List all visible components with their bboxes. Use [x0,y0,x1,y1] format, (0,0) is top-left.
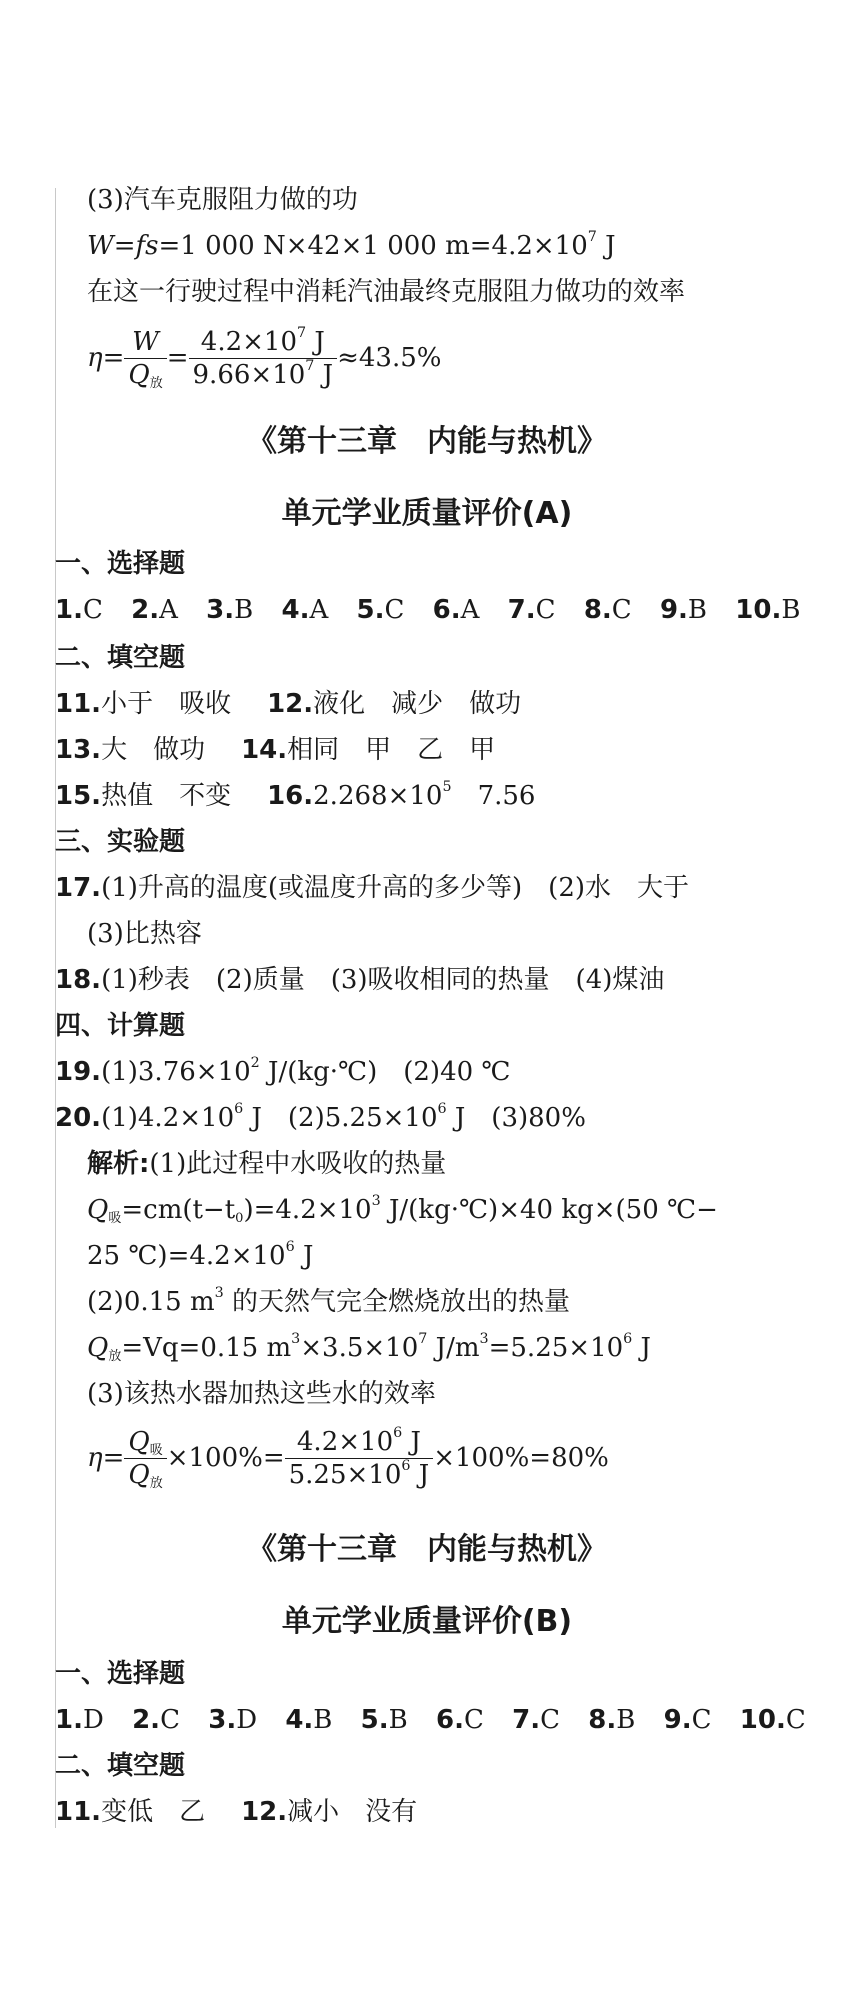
exponent: 2 [250,1055,260,1072]
unit: J [306,326,325,357]
question-number: 13. [55,735,102,765]
denominator: 5.25×10 [288,1459,402,1490]
answer-line [87,1284,570,1320]
answer: D [236,1705,258,1735]
answer-line [55,1054,511,1090]
subscript: 吸 [108,1210,122,1226]
question-number: 5. [356,595,385,625]
subscript: 放 [108,1348,122,1364]
answer: 7.56 [451,781,536,811]
exponent: 3 [371,1193,381,1210]
answer: C [384,595,405,625]
question-number: 10. [735,595,782,625]
section-heading: 一、选择题 [55,1659,186,1689]
numerator: Q [128,1426,150,1457]
question-number: 17. [55,873,102,903]
subscript: 放 [149,1475,163,1491]
eta-symbol: η [87,1443,103,1473]
question-number: 7. [512,1705,541,1735]
question-number: 6. [436,1705,464,1735]
exponent: 5 [442,779,452,796]
answer: 大 做功 [101,735,206,765]
answer: J (2)5.25×10 [243,1103,438,1133]
efficiency-equation [87,318,441,398]
exponent: 3 [479,1331,489,1348]
eq-part: =cm(t−t [121,1195,236,1225]
exponent: 6 [437,1101,447,1118]
subscript: 0 [235,1210,244,1226]
answer: (1)升高的温度(或温度升高的多少等) (2)水 大于 [101,873,690,903]
answer: C [540,1705,561,1735]
question-number: 9. [663,1705,692,1735]
answer: (1)此过程中水吸收的热量 [149,1149,447,1179]
eq-part: = [113,231,136,261]
question-number: 12. [267,689,314,719]
section-heading: 一、选择题 [55,549,186,579]
answer: B [616,1705,636,1735]
answer-line: (3)汽车克服阻力做的功 [87,185,358,215]
numerator: 4.2×10 [296,1426,394,1457]
denominator: 9.66×10 [192,359,306,390]
answer: A [460,595,480,625]
eq-symbol: Q [87,1195,109,1225]
section-heading: 四、计算题 [55,1011,186,1041]
chapter-title: 《第十三章 内能与热机》 [247,1532,607,1567]
answer: C [82,595,103,625]
exponent: 6 [234,1101,244,1118]
answer: B [313,1705,333,1735]
answer-line [55,686,521,722]
eq-symbol: W [87,231,114,261]
eq-part: J/(kg·℃)×40 kg×(50 ℃− [380,1195,718,1225]
unit: J [410,1459,430,1490]
question-number: 3. [208,1705,237,1735]
answer: 2.268×10 [313,781,443,811]
eq-part: =5.25×10 [488,1333,624,1363]
question-number: 12. [241,1797,288,1827]
heat-equation-cont [87,1238,313,1274]
answer-line [55,870,689,906]
section-heading: 二、填空题 [55,643,186,673]
exponent: 7 [418,1331,428,1348]
answer: B [781,595,801,625]
eq-result: ≈43.5% [337,343,442,373]
question-number: 4. [285,1705,314,1735]
answer: 减小 没有 [287,1797,418,1827]
fraction [189,326,338,391]
answer: 的天然气完全燃烧放出的热量 [223,1287,571,1317]
eq-part: J [294,1241,314,1271]
efficiency-equation [87,1418,609,1498]
eq-symbol: Q [87,1333,109,1363]
answer: 小于 吸收 [101,689,232,719]
subscript: 放 [149,375,163,391]
answer: C [535,595,556,625]
question-number: 8. [583,595,612,625]
exponent: 7 [587,229,597,246]
question-number: 6. [432,595,461,625]
question-number: 16. [267,781,314,811]
eq-part: )=4.2×10 [243,1195,372,1225]
exponent: 3 [214,1285,224,1302]
question-number: 11. [55,1797,102,1827]
answer: C [160,1705,180,1735]
question-number: 2. [132,1705,161,1735]
eq-part: = [102,1443,125,1473]
answer: B [388,1705,408,1735]
eq-part: ×3.5×10 [300,1333,419,1363]
answer: D [82,1705,104,1735]
answer-line: (3)比热容 [87,919,202,949]
answer-line: 在这一行驶过程中消耗汽油最终克服阻力做功的效率 [87,277,686,307]
question-number: 8. [588,1705,617,1735]
answer-line [55,732,495,768]
answer: J/(kg·℃) (2)40 ℃ [259,1057,511,1087]
exponent: 7 [297,324,307,341]
denominator: Q [128,1459,150,1490]
exponent: 6 [623,1331,633,1348]
fraction [285,1426,434,1491]
answer: (1)3.76×10 [101,1057,251,1087]
question-number: 3. [206,595,235,625]
question-number: 15. [55,781,102,811]
analysis-label: 解析: [87,1149,150,1179]
answer: B [687,595,708,625]
eq-part: =1 000 N×42×1 000 m=4.2×10 [158,231,588,261]
heat-equation [87,1330,651,1366]
eq-result: ×100%=80% [433,1443,609,1473]
answer-line [55,962,664,998]
exponent: 3 [291,1331,301,1348]
question-number: 4. [281,595,310,625]
eq-part: ×100%= [166,1443,285,1473]
eq-part: = [102,343,125,373]
eq-part: J [632,1333,651,1363]
fraction [124,326,166,391]
answer: C [611,595,632,625]
question-number: 5. [360,1705,389,1735]
work-equation [87,228,616,264]
answer: (1)4.2×10 [101,1103,235,1133]
exponent: 6 [393,1424,403,1441]
eq-part: =Vq=0.15 m [121,1333,292,1363]
answer-line: (3)该热水器加热这些水的效率 [87,1379,436,1409]
answer: (2)0.15 m [87,1287,215,1317]
question-number: 19. [55,1057,102,1087]
answer: C [463,1705,484,1735]
mc-answers [55,592,800,628]
subscript: 吸 [149,1442,163,1458]
eq-symbol: fs [135,231,159,261]
question-number: 18. [55,965,102,995]
unit: J [402,1426,421,1457]
fraction [124,1426,166,1491]
answer: 液化 减少 做功 [313,689,522,719]
question-number: 14. [241,735,288,765]
question-number: 2. [131,595,160,625]
answer: C [691,1705,712,1735]
answer-line [55,1794,417,1830]
numerator: W [132,326,159,357]
answer: 热值 不变 [101,781,232,811]
question-number: 20. [55,1103,102,1133]
answer: B [234,595,254,625]
answer: A [159,595,178,625]
question-number: 1. [55,595,83,625]
question-number: 11. [55,689,102,719]
eta-symbol: η [87,343,103,373]
question-number: 1. [55,1705,83,1735]
unit: J [314,359,334,390]
unit-title: 单元学业质量评价(B) [281,1604,573,1639]
answer-line [55,1100,586,1136]
question-number: 10. [739,1705,786,1735]
question-number: 7. [507,595,536,625]
exponent: 7 [305,357,315,374]
exponent: 6 [401,1457,411,1474]
unit-title: 单元学业质量评价(A) [281,496,573,531]
answer-line [87,1146,446,1182]
answer-line [55,778,535,814]
eq-part: J/m [427,1333,480,1363]
answer: A [309,595,329,625]
eq-part: = [166,343,189,373]
eq-part: 25 ℃)=4.2×10 [87,1241,286,1271]
answer: J (3)80% [446,1103,586,1133]
mc-answers [55,1702,806,1738]
heat-equation [87,1192,718,1228]
answer: 变低 乙 [101,1797,206,1827]
answer: (1)秒表 (2)质量 (3)吸收相同的热量 (4)煤油 [101,965,665,995]
eq-part: J [596,231,616,261]
answer: 相同 甲 乙 甲 [287,735,496,765]
exponent: 6 [285,1239,295,1256]
section-heading: 三、实验题 [55,827,186,857]
chapter-title: 《第十三章 内能与热机》 [247,424,607,459]
denominator: Q [128,359,150,390]
section-heading: 二、填空题 [55,1751,186,1781]
numerator: 4.2×10 [200,326,297,357]
question-number: 9. [659,595,688,625]
answer: C [785,1705,806,1735]
